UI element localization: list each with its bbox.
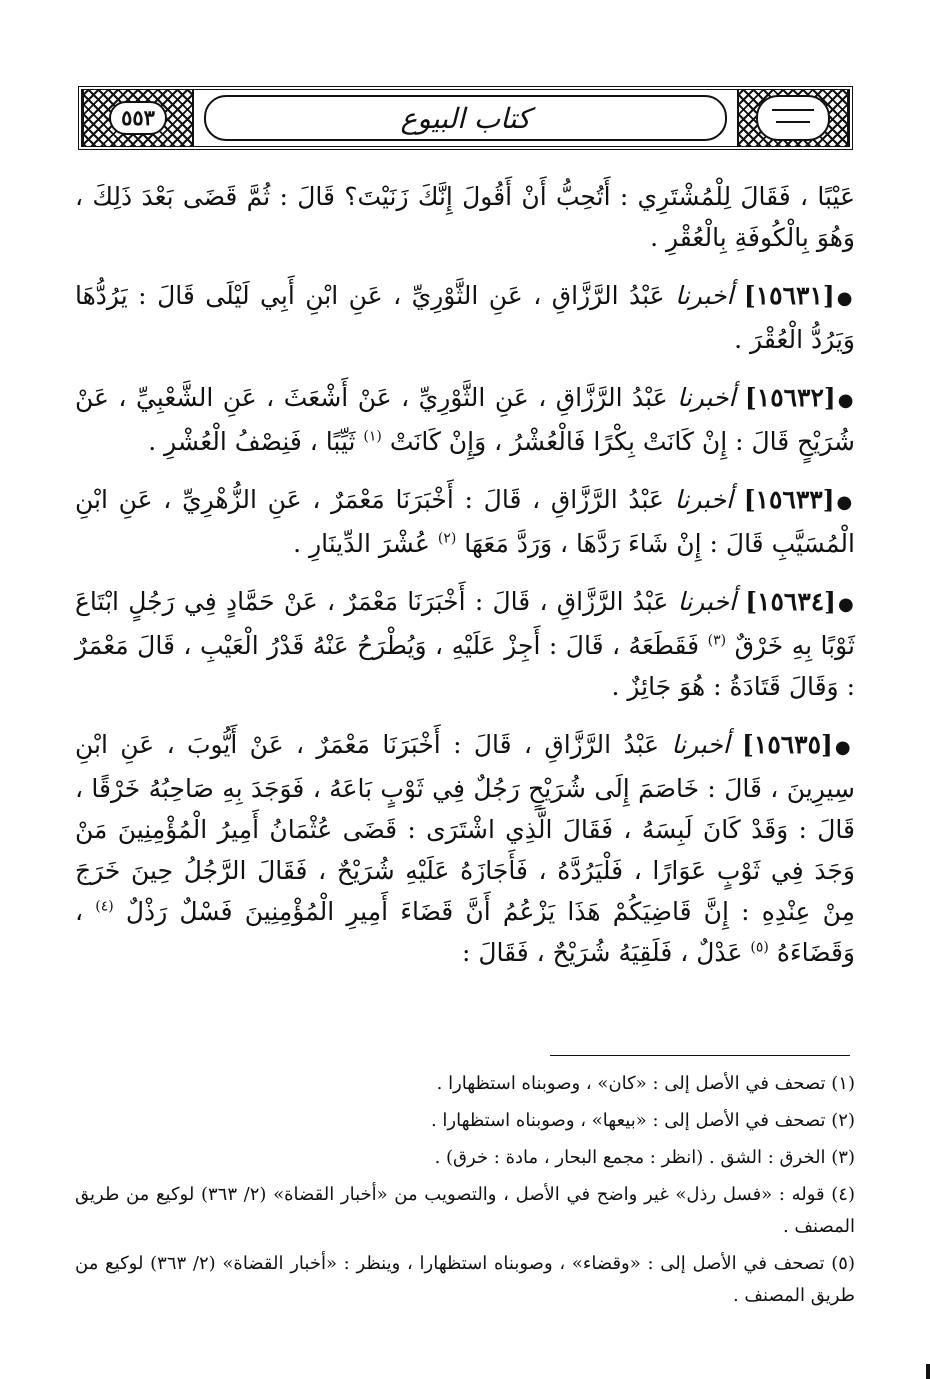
bullet-icon: ● — [834, 737, 855, 758]
hadith-text-end: عَدْلٌ ، فَلَقِيَهُ شُرَيْحٌ ، فَقَالَ : — [461, 938, 743, 967]
footnote-3: (٣) الخرق : الشق . (انظر : مجمع البحار ، مادة : خرق) . — [434, 1147, 855, 1168]
hadith-lead: أخبرنا — [674, 485, 733, 514]
hadith-number: [١٥٦٣١] — [743, 281, 835, 310]
hadith-lead: أخبرنا — [675, 281, 734, 310]
hadith-number: [١٥٦٣٣] — [743, 485, 835, 514]
footnote-4: (٤) قوله : «فسل رذل» غير واضح في الأصل ، والتصويب من «أخبار القضاة» (٢/ ٣٦٣) لوكيع من طريق المصنف . — [75, 1184, 855, 1237]
hadith-15635 — [75, 724, 855, 973]
bullet-icon: ● — [838, 594, 856, 615]
paragraph-continuation — [75, 176, 855, 258]
hadith-15633 — [75, 479, 855, 564]
hadith-lead: أخبرنا — [677, 383, 736, 412]
hadith-15631 — [75, 275, 855, 360]
hadith-15634 — [75, 581, 855, 707]
header-ornament-left — [82, 90, 194, 146]
hadith-text-cont: عُشْرَ الدِّينَارِ . — [293, 529, 430, 558]
footnote-ref: (٣) — [707, 632, 727, 649]
hadith-number: [١٥٦٣٤] — [745, 587, 837, 616]
page-header — [78, 86, 853, 150]
footnote-1: (١) تصحف في الأصل إلى : «كان» ، وصوبناه استظهارا . — [436, 1073, 855, 1094]
footnote-ref: (٥) — [750, 939, 769, 956]
footnote-ref: (٤) — [95, 898, 114, 915]
bullet-icon: ● — [837, 390, 855, 411]
footnote-2: (٢) تصحف في الأصل إلى : «بيعها» ، وصوبناه استظهارا . — [430, 1110, 855, 1131]
hadith-lead: أخبرنا — [671, 730, 730, 759]
main-text — [75, 176, 855, 990]
footnote-ref: (١) — [363, 428, 382, 445]
footnote-divider — [550, 1055, 850, 1056]
header-ornament-right — [737, 90, 849, 146]
hadith-text: عَبْدُ الرَّزَّاقِ ، عَنِ الثَّوْرِيِّ ، عَنْ أَشْعَثَ ، عَنِ الشَّعْبِيِّ ، عَنْ شُرَيْحٍ قَالَ : إِنْ كَانَتْ بِكْرًا فَالْعُشْرُ ، وَإِنْ كَانَتْ — [75, 383, 855, 456]
footnote-5: (٥) تصحف في الأصل إلى : «وقضاء» ، وصوبناه استظهارا ، وينظر : «أخبار القضاة» (٢/ ٣٦٣) لوكيع من طريق المصنف . — [75, 1253, 855, 1306]
hadith-text: عَبْدُ الرَّزَّاقِ ، عَنِ الثَّوْرِيِّ ، عَنِ ابْنِ أَبِي لَيْلَى قَالَ : يَرُدُّهَا وَيَرُدُّ الْعُقْرَ . — [75, 281, 855, 354]
footnotes — [75, 1068, 855, 1317]
hadith-text: عَبْدُ الرَّزَّاقِ ، قَالَ : أَخْبَرَنَا مَعْمَرٌ ، عَنْ حَمَّادٍ فِي رَجُلٍ ابْتَاعَ ثَوْبًا بِهِ خَرْقٌ — [75, 587, 855, 660]
hadith-text-cont: ، وَقَضَاءَهُ — [75, 897, 855, 967]
hadith-text-cont: ثَيِّبًا ، فَنِصْفُ الْعُشْرِ . — [148, 427, 356, 456]
publisher-emblem-icon — [756, 95, 830, 141]
footnote-ref: (٢) — [437, 530, 457, 547]
hadith-text-cont: فَقَطَعَهُ ، قَالَ : أَجِزْ عَلَيْهِ ، وَيُطْرَحُ عَنْهُ قَدْرُ الْعَيْبِ ، قَالَ مَعْمَرٌ : وَقَالَ قَتَادَةُ : هُوَ جَائِزٌ . — [75, 631, 855, 701]
hadith-number: [١٥٦٣٥] — [742, 730, 833, 759]
hadith-number: [١٥٦٣٢] — [744, 383, 836, 412]
hadith-text: عَبْدُ الرَّزَّاقِ ، قَالَ : أَخْبَرَنَا مَعْمَرٌ ، عَنِ الزُّهْرِيِّ ، عَنِ ابْنِ الْمُسَيَّبِ قَالَ : إِنْ شَاءَ رَدَّهَا ، وَرَدَّ مَعَهَا — [75, 485, 855, 558]
bullet-icon: ● — [836, 288, 855, 309]
page-number: ٥٥٣ — [109, 101, 167, 134]
bullet-icon: ● — [836, 492, 855, 513]
hadith-15632 — [75, 377, 855, 462]
hadith-lead: أخبرنا — [677, 587, 736, 616]
page-edge-mark — [926, 1364, 930, 1379]
hadith-text: عَبْدُ الرَّزَّاقِ ، قَالَ : أَخْبَرَنَا مَعْمَرٌ ، عَنْ أَيُّوبَ ، عَنِ ابْنِ سِيرِينَ ، قَالَ : خَاصَمَ إِلَى شُرَيْحٍ رَجُلٌ فِي ثَوْبٍ بَاعَهُ ، فَوَجَدَ بِهِ صَاحِبُهُ خَرْقًا ، قَالَ : وَقَدْ كَانَ لَبِسَهُ ، فَقَالَ الَّذِي اشْتَرَى : قَضَى عُثْمَانُ أَمِيرُ الْمُؤْمِنِينَ مَنْ وَجَدَ فِي ثَوْبٍ عَوَارًا ، فَلْيَرُدَّهُ ، فَأَجَازَهُ عَلَيْهِ شُرَيْحٌ ، فَقَالَ الرَّجُلُ حِينَ خَرَجَ مِنْ عِنْدِهِ : إِنَّ قَاضِيَكُمْ هَذَا يَزْعُمُ أَنَّ قَضَاءَ أَمِيرِ الْمُؤْمِنِينَ فَسْلٌ رَذْلٌ — [75, 730, 856, 926]
paragraph-text: عَيْبًا ، فَقَالَ لِلْمُشْتَرِي : أَتُحِبُّ أَنْ أَقُولَ إِنَّكَ زَنَيْتَ؟ قَالَ : ثُمَّ قَضَى بَعْدَ ذَلِكَ ، وَهُوَ بِالْكُوفَةِ بِالْعُقْرِ . — [75, 182, 855, 252]
book-title: كتاب البيوع — [204, 95, 727, 141]
